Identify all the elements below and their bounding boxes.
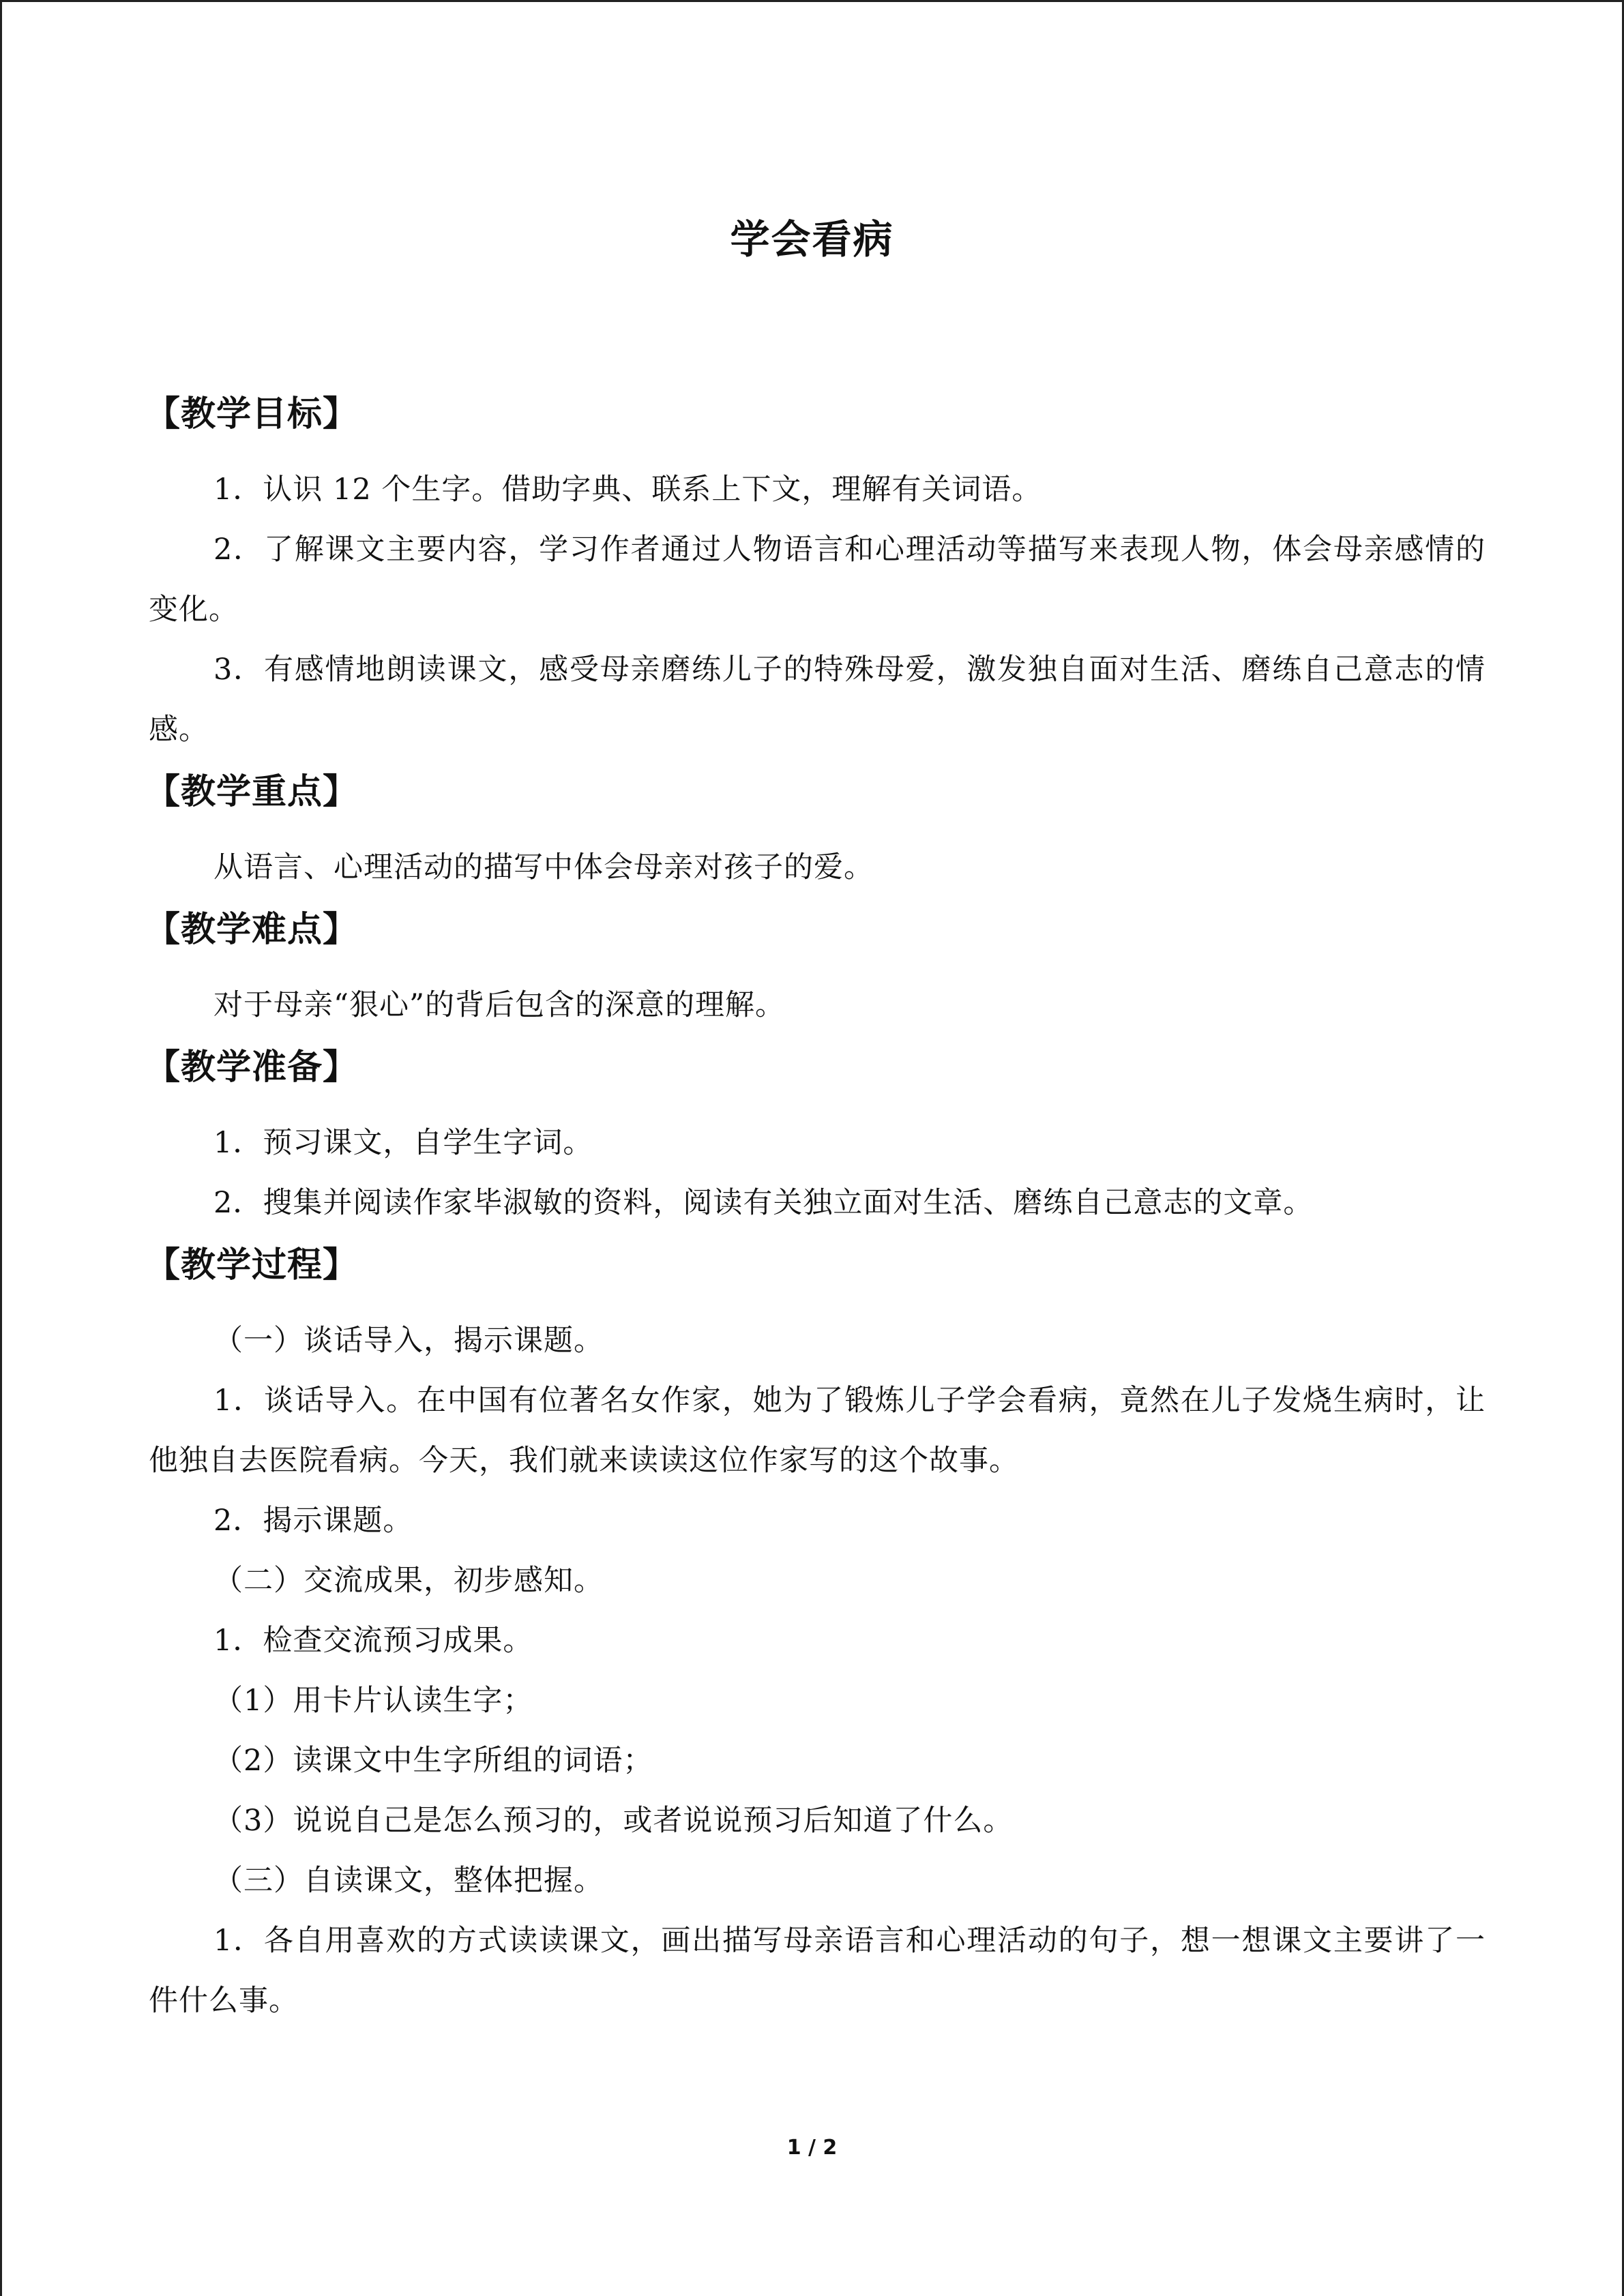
paragraph: （二）交流成果，初步感知。 [213, 1564, 604, 1598]
document-title: 学会看病 [730, 216, 894, 263]
paragraph: 从语言、心理活动的描写中体会母亲对孩子的爱。 [213, 850, 874, 884]
section-heading-process: 【教学过程】 [145, 1245, 359, 1285]
section-heading-difficulties: 【教学难点】 [145, 910, 359, 950]
section-heading-key-points: 【教学重点】 [145, 772, 359, 812]
section-heading-preparation: 【教学准备】 [145, 1047, 359, 1088]
paragraph: （三）自读课文，整体把握。 [213, 1864, 604, 1898]
paragraph: 1．认识 12 个生字。借助字典、联系上下文，理解有关词语。 [213, 473, 1042, 507]
paragraph: （2）读课文中生字所组的词语； [213, 1744, 653, 1778]
paragraph: （1）用卡片认读生字； [213, 1684, 533, 1718]
page-number: 1 / 2 [786, 2136, 838, 2160]
paragraph: 1．谈话导入。在中国有位著名女作家，她为了锻炼儿子学会看病，竟然在儿子发烧生病时，让他独自去医院看病。今天，我们就来读读这位作家写的这个故事。 [149, 1384, 1486, 1478]
section-heading-objectives: 【教学目标】 [145, 394, 359, 434]
paragraph: 1．各自用喜欢的方式读读课文，画出描写母亲语言和心理活动的句子，想一想课文主要讲了一件什么事。 [149, 1924, 1486, 2018]
paragraph: 2．揭示课题。 [213, 1504, 413, 1538]
paragraph: 3．有感情地朗读课文，感受母亲磨练儿子的特殊母爱，激发独自面对生活、磨练自己意志的情感。 [149, 653, 1486, 747]
paragraph: 1．预习课文，自学生字词。 [213, 1126, 593, 1160]
document-body [145, 370, 1486, 2031]
paragraph: （一）谈话导入，揭示课题。 [213, 1324, 604, 1358]
paragraph: 2．搜集并阅读作家毕淑敏的资料，阅读有关独立面对生活、磨练自己意志的文章。 [213, 1186, 1314, 1220]
paragraph: （3）说说自己是怎么预习的，或者说说预习后知道了什么。 [213, 1804, 1014, 1838]
paragraph: 2．了解课文主要内容，学习作者通过人物语言和心理活动等描写来表现人物，体会母亲感情的变化。 [149, 533, 1486, 627]
paragraph: 对于母亲“狠心”的背后包含的深意的理解。 [213, 988, 785, 1022]
paragraph: 1．检查交流预习成果。 [213, 1624, 533, 1658]
